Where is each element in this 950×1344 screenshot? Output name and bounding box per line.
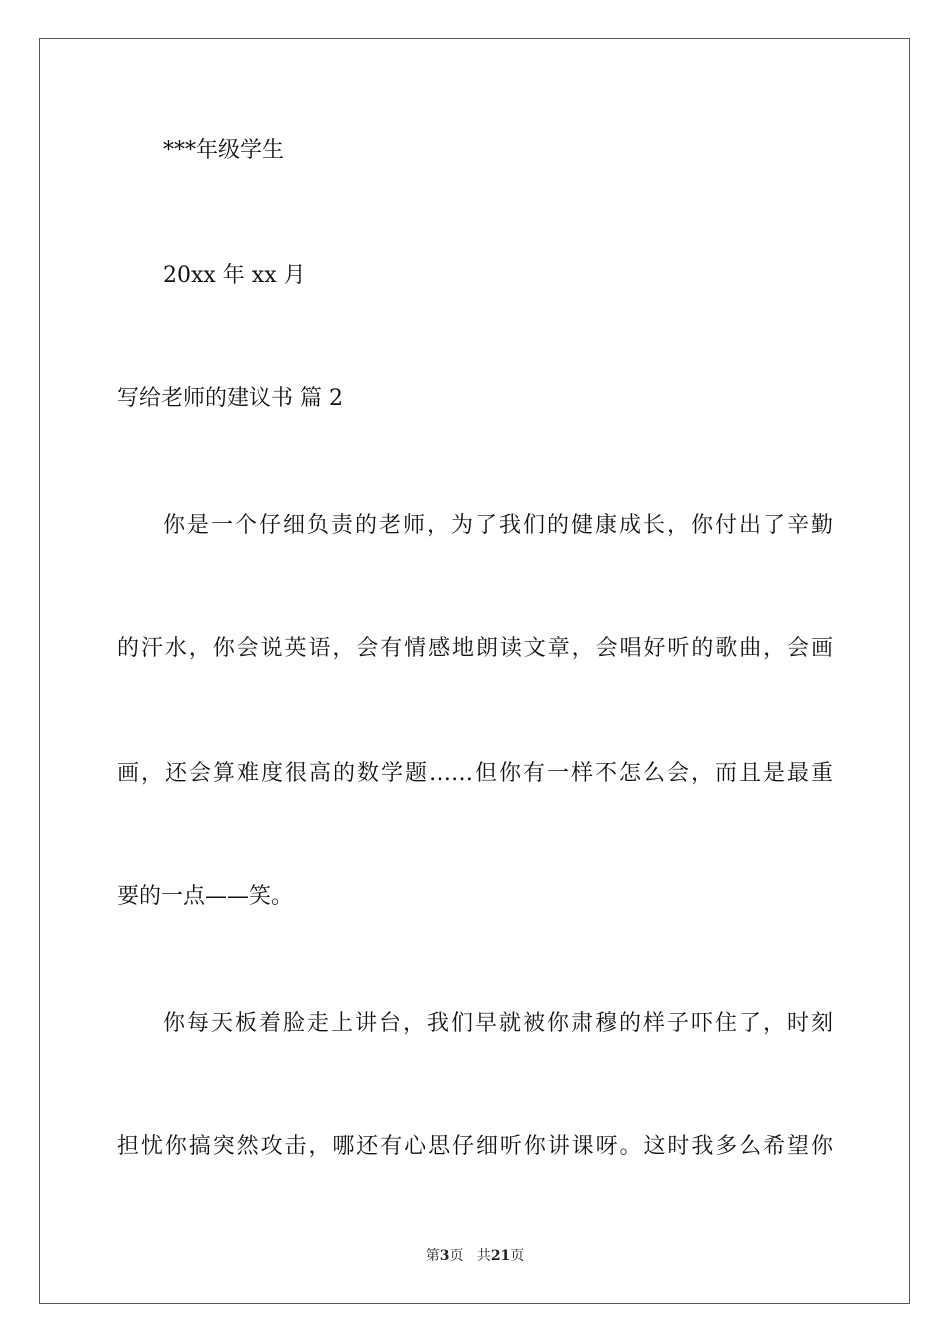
total-prefix: 共 xyxy=(476,1248,491,1264)
paragraph-2-line-1: 你每天板着脸走上讲台，我们早就被你肃穆的样子吓住了，时刻 xyxy=(163,1011,833,1036)
paragraph-1-line-4: 要的一点——笑。 xyxy=(117,884,294,909)
total-pages: 21 xyxy=(490,1248,511,1264)
page-prefix: 第 xyxy=(425,1248,440,1264)
page-frame xyxy=(39,38,910,1304)
section-title: 写给老师的建议书 篇 2 xyxy=(117,386,343,411)
date-line: 20xx 年 xx 月 xyxy=(163,263,306,288)
paragraph-1-line-3: 画，还会算难度很高的数学题……但你有一样不怎么会，而且是最重 xyxy=(117,761,833,786)
paragraph-1-line-1: 你是一个仔细负责的老师，为了我们的健康成长，你付出了辛勤 xyxy=(163,513,833,538)
signature-line: ***年级学生 xyxy=(163,138,285,163)
page-footer xyxy=(0,1246,950,1266)
total-suffix: 页 xyxy=(510,1248,525,1264)
paragraph-2-line-2: 担忧你搞突然攻击，哪还有心思仔细听你讲课呀。这时我多么希望你 xyxy=(117,1134,833,1159)
page-number: 3 xyxy=(439,1248,450,1264)
page-suffix: 页 xyxy=(449,1248,464,1264)
paragraph-1-line-2: 的汗水，你会说英语，会有情感地朗读文章，会唱好听的歌曲，会画 xyxy=(117,636,833,661)
